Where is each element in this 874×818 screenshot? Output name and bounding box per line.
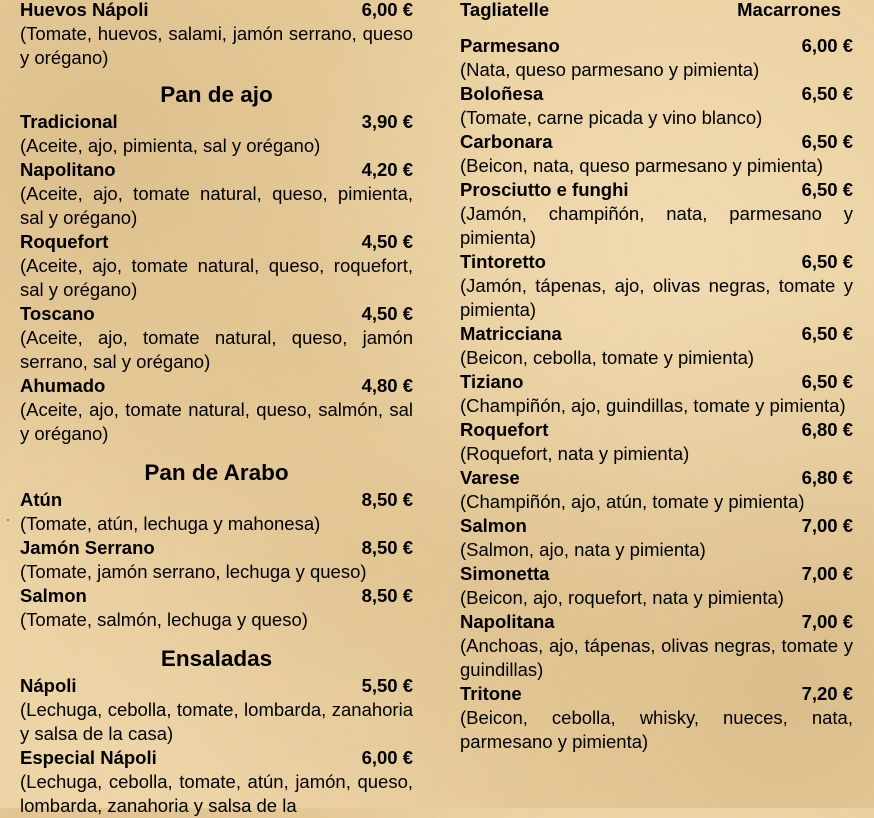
item-price: 6,00 €: [361, 747, 413, 768]
item-description: (Tomate, atún, lechuga y mahonesa): [20, 513, 321, 534]
item-price: 8,50 €: [361, 585, 413, 606]
menu-item: [460, 178, 853, 250]
menu-item: [460, 130, 853, 178]
menu-item: [460, 466, 853, 514]
menu-item: [460, 82, 853, 130]
menu-item: [460, 34, 853, 82]
menu-item: [460, 250, 853, 322]
menu-item: [460, 370, 853, 418]
item-description: (Aceite, ajo, tomate natural, queso, roquefort, sal y orégano): [20, 255, 413, 300]
item-price: 4,50 €: [361, 231, 413, 252]
item-description: (Aceite, ajo, tomate natural, queso, pimienta, sal y orégano): [20, 183, 413, 228]
item-name: Tradicional: [20, 111, 118, 132]
item-name: Toscano: [20, 303, 95, 324]
item-name: Roquefort: [20, 231, 109, 252]
item-description: (Roquefort, nata y pimienta): [460, 443, 690, 464]
pan-de-ajo-list: [20, 110, 413, 446]
item-price: 8,50 €: [361, 489, 413, 510]
item-name: Napolitana: [460, 611, 555, 632]
item-description: (Salmon, ajo, nata y pimienta): [460, 539, 706, 560]
item-name: Simonetta: [460, 563, 550, 584]
item-description: (Aceite, ajo, pimienta, sal y orégano): [20, 135, 321, 156]
item-name: Parmesano: [460, 35, 560, 56]
menu-item: [20, 374, 413, 446]
item-description: (Tomate, salmón, lechuga y queso): [20, 609, 308, 630]
item-name: Tritone: [460, 683, 522, 704]
item-price: 5,50 €: [361, 675, 413, 696]
item-description: (Jamón, champiñón, nata, parmesano y pimienta): [460, 203, 853, 248]
pan-de-arabo-list: [20, 488, 413, 632]
menu-item: [460, 322, 853, 370]
menu-item: [20, 536, 413, 584]
item-price: 4,80 €: [361, 375, 413, 396]
item-price: 6,00 €: [801, 35, 853, 56]
item-description: (Beicon, ajo, roquefort, nata y pimienta): [460, 587, 784, 608]
item-name: Matricciana: [460, 323, 562, 344]
item-name: Especial Nápoli: [20, 747, 157, 768]
item-price: 7,20 €: [801, 683, 853, 704]
left-menu-column: [20, 0, 413, 818]
menu-item-huevos-napoli: [20, 0, 413, 70]
item-price: 4,50 €: [361, 303, 413, 324]
item-name: Huevos Nápoli: [20, 0, 149, 20]
item-description: (Lechuga, cebolla, tomate, lombarda, zanahoria y salsa de la casa): [20, 699, 413, 744]
item-description: (Champiñón, ajo, atún, tomate y pimienta): [460, 491, 805, 512]
menu-item: [20, 746, 413, 818]
ensaladas-list: [20, 674, 413, 818]
item-name: Jamón Serrano: [20, 537, 155, 558]
pasta-type-header: [460, 0, 853, 22]
item-name: Boloñesa: [460, 83, 544, 104]
item-price: 3,90 €: [361, 111, 413, 132]
pasta-list: [460, 34, 853, 754]
item-name: Prosciutto e funghi: [460, 179, 629, 200]
section-title-pan-de-arabo: Pan de Arabo: [144, 460, 289, 485]
item-price: 6,00 €: [361, 0, 413, 20]
section-title-pan-de-ajo: Pan de ajo: [160, 82, 273, 107]
right-menu-column: [460, 0, 853, 754]
item-name: Atún: [20, 489, 63, 510]
section-title-ensaladas: Ensaladas: [160, 646, 273, 671]
item-name: Roquefort: [460, 419, 549, 440]
item-name: Carbonara: [460, 131, 553, 152]
menu-item: [460, 514, 853, 562]
item-description: (Nata, queso parmesano y pimienta): [460, 59, 760, 80]
item-description: (Anchoas, ajo, tápenas, olivas negras, tomate y guindillas): [460, 635, 853, 680]
item-description: (Aceite, ajo, tomate natural, queso, jamón serrano, sal y orégano): [20, 327, 413, 372]
item-description: (Tomate, jamón serrano, lechuga y queso): [20, 561, 367, 582]
menu-item: [20, 230, 413, 302]
item-name: Salmon: [20, 585, 87, 606]
item-price: 8,50 €: [361, 537, 413, 558]
item-description: (Jamón, tápenas, ajo, olivas negras, tomate y pimienta): [460, 275, 853, 320]
item-price: 6,50 €: [801, 179, 853, 200]
item-description: (Beicon, cebolla, tomate y pimienta): [460, 347, 755, 368]
item-name: Tintoretto: [460, 251, 546, 272]
paper-speck: [7, 519, 9, 521]
item-name: Ahumado: [20, 375, 106, 396]
item-name: Varese: [460, 467, 520, 488]
item-price: 4,20 €: [361, 159, 413, 180]
item-price: 6,50 €: [801, 251, 853, 272]
menu-item: [20, 302, 413, 374]
item-description: (Lechuga, cebolla, tomate, atún, jamón, queso, lombarda, zanahoria y salsa de la: [20, 771, 413, 816]
menu-item: [20, 488, 413, 536]
item-name: Napolitano: [20, 159, 116, 180]
item-price: 6,50 €: [801, 323, 853, 344]
item-price: 6,80 €: [801, 467, 853, 488]
item-name: Salmon: [460, 515, 527, 536]
menu-item: [20, 110, 413, 158]
item-description: (Tomate, huevos, salami, jamón serrano, queso y orégano): [20, 23, 413, 68]
item-price: 7,00 €: [801, 563, 853, 584]
item-price: 7,00 €: [801, 611, 853, 632]
menu-item: [20, 674, 413, 746]
menu-item: [460, 562, 853, 610]
item-description: (Champiñón, ajo, guindillas, tomate y pimienta): [460, 395, 846, 416]
tagliatelle-label: Tagliatelle: [460, 0, 550, 20]
item-description: (Tomate, carne picada y vino blanco): [460, 107, 763, 128]
item-description: (Beicon, nata, queso parmesano y pimienta): [460, 155, 824, 176]
item-price: 6,50 €: [801, 131, 853, 152]
menu-item: [460, 610, 853, 682]
menu-item: [20, 158, 413, 230]
macarrones-label: Macarrones: [737, 0, 841, 20]
item-name: Tiziano: [460, 371, 524, 392]
menu-item: [20, 584, 413, 632]
item-price: 6,50 €: [801, 83, 853, 104]
item-description: (Beicon, cebolla, whisky, nueces, nata, parmesano y pimienta): [460, 707, 853, 752]
menu-item: [460, 418, 853, 466]
item-description: (Aceite, ajo, tomate natural, queso, salmón, sal y orégano): [20, 399, 413, 444]
item-price: 6,80 €: [801, 419, 853, 440]
item-price: 7,00 €: [801, 515, 853, 536]
menu-item: [460, 682, 853, 754]
item-price: 6,50 €: [801, 371, 853, 392]
item-name: Nápoli: [20, 675, 77, 696]
